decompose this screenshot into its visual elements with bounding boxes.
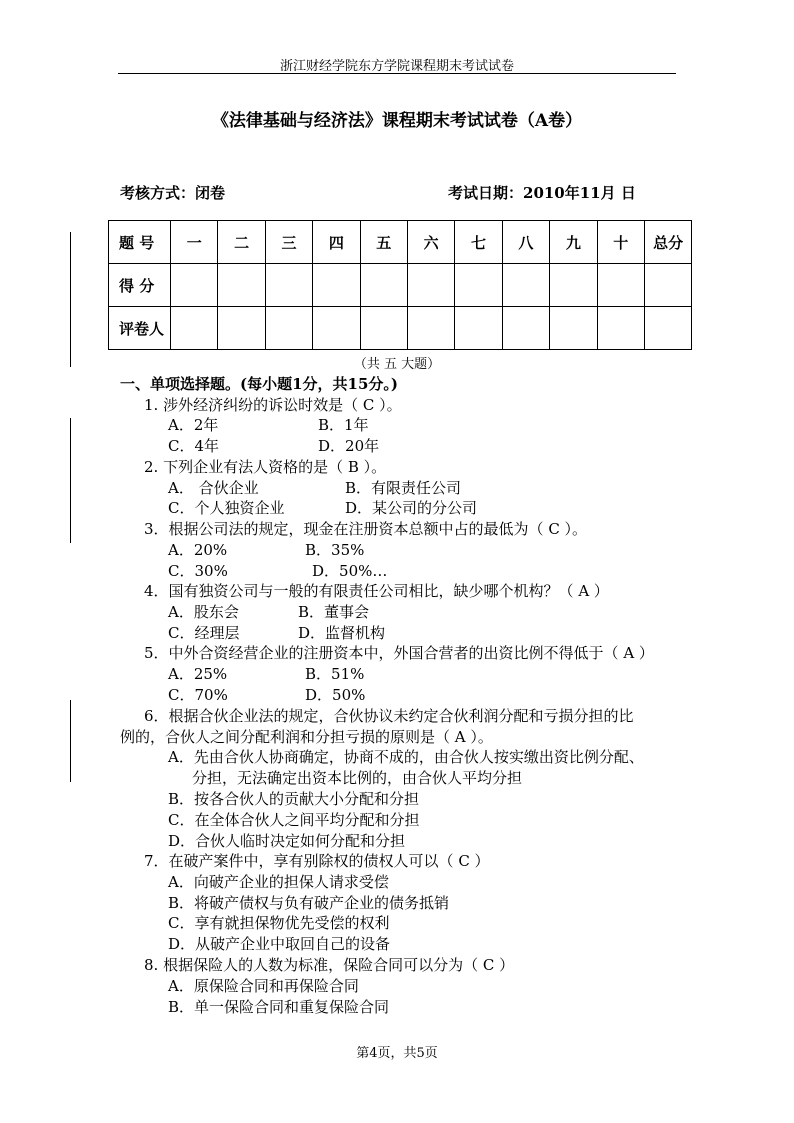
option-4d: D．监督机构	[298, 624, 386, 642]
option-7a: A．向破产企业的担保人请求受偿	[168, 873, 389, 891]
score-cell	[597, 264, 644, 307]
binding-margin-line	[70, 700, 71, 782]
score-cell	[455, 264, 502, 307]
section-heading: 一、单项选择题。(每小题1分，共15分。)	[120, 375, 399, 393]
question-1: 1. 涉外经济纠纷的诉讼时效是（ C ）。	[144, 396, 402, 414]
grader-cell	[265, 307, 312, 350]
question-5: 5．中外合资经营企业的注册资本中，外国合营者的出资比例不得低于（ A ）	[144, 644, 654, 662]
score-cell	[171, 264, 218, 307]
exam-mode: 考核方式：闭卷	[120, 184, 226, 202]
option-6b: B．按各合伙人的贡献大小分配和分担	[168, 790, 420, 808]
score-cell	[265, 264, 312, 307]
binding-margin-line	[70, 418, 71, 543]
question-3: 3．根据公司法的规定，现金在注册资本总额中占的最低为（ C ）。	[144, 520, 588, 538]
option-3b: B．35%	[305, 541, 365, 559]
score-cell	[550, 264, 597, 307]
option-6a-continuation: 分担，无法确定出资本比例的，由合伙人平均分担	[192, 769, 523, 787]
option-2d: D．某公司的分公司	[345, 499, 478, 517]
question-6: 6．根据合伙企业法的规定，合伙协议未约定合伙利润分配和亏损分担的比	[144, 707, 634, 725]
score-table-header-cell: 二	[218, 221, 265, 264]
option-5b: B．51%	[305, 665, 365, 683]
question-8: 8. 根据保险人的人数为标准，保险合同可以分为（ C ）	[144, 956, 515, 974]
option-3d: D．50%…	[312, 562, 388, 580]
option-4c: C．经理层	[168, 624, 240, 642]
score-row-label: 得 分	[109, 264, 171, 307]
option-1b: B．1年	[318, 416, 369, 434]
option-8a: A．原保险合同和再保险合同	[168, 977, 359, 995]
score-table-header-cell: 总分	[644, 221, 691, 264]
score-cell	[313, 264, 360, 307]
grader-cell	[502, 307, 549, 350]
option-1c: C．4年	[168, 437, 220, 455]
page-header-title: 浙江财经学院东方学院课程期末考试试卷	[279, 59, 514, 74]
grader-cell	[550, 307, 597, 350]
grader-row	[109, 307, 692, 350]
total-questions-note: （共 五 大题）	[353, 357, 441, 372]
score-table-header-cell: 题 号	[109, 221, 171, 264]
score-table-header-cell: 十	[597, 221, 644, 264]
question-7: 7．在破产案件中，享有别除权的债权人可以（ C ）	[144, 852, 490, 870]
binding-margin-line	[70, 232, 71, 367]
option-5a: A．25%	[168, 665, 228, 683]
document-title: 《法律基础与经济法》课程期末考试试卷（A卷）	[211, 111, 583, 131]
score-table-header-cell: 九	[550, 221, 597, 264]
option-4b: B．董事会	[298, 603, 370, 621]
score-cell	[407, 264, 454, 307]
option-1d: D．20年	[318, 437, 380, 455]
option-3c: C．30%	[168, 562, 228, 580]
grader-cell	[455, 307, 502, 350]
header-rule	[118, 73, 676, 74]
grader-cell	[171, 307, 218, 350]
score-table-header-cell: 四	[313, 221, 360, 264]
option-1a: A．2年	[168, 416, 219, 434]
option-6d: D．合伙人临时决定如何分配和分担	[168, 832, 406, 850]
grader-cell	[644, 307, 691, 350]
score-table-header-row	[109, 221, 692, 264]
option-5d: D．50%	[305, 686, 366, 704]
score-cell	[360, 264, 407, 307]
option-5c: C．70%	[168, 686, 228, 704]
option-7b: B．将破产债权与负有破产企业的债务抵销	[168, 894, 450, 912]
option-7d: D．从破产企业中取回自己的设备	[168, 935, 391, 953]
score-row	[109, 264, 692, 307]
question-6-continuation: 例的，合伙人之间分配利润和分担亏损的原则是（ A ）。	[120, 728, 493, 746]
question-4: 4．国有独资公司与一般的有限责任公司相比，缺少哪个机构？（ A ）	[144, 582, 609, 600]
score-table-header-cell: 一	[171, 221, 218, 264]
option-7c: C．享有就担保物优先受偿的权利	[168, 914, 390, 932]
score-cell	[502, 264, 549, 307]
option-2b: B．有限责任公司	[345, 479, 462, 497]
score-table-header-cell: 八	[502, 221, 549, 264]
option-6c: C．在全体合伙人之间平均分配和分担	[168, 811, 420, 829]
grader-row-label: 评卷人	[109, 307, 171, 350]
option-3a: A．20%	[168, 541, 228, 559]
question-2: 2. 下列企业有法人资格的是（ B ）。	[144, 458, 387, 476]
grader-cell	[407, 307, 454, 350]
option-6a: A．先由合伙人协商确定，协商不成的，由合伙人按实缴出资比例分配、	[168, 748, 644, 766]
grader-cell	[218, 307, 265, 350]
grader-cell	[597, 307, 644, 350]
option-4a: A．股东会	[168, 603, 239, 621]
grader-cell	[313, 307, 360, 350]
score-table-header-cell: 六	[407, 221, 454, 264]
option-8b: B．单一保险合同和重复保险合同	[168, 998, 390, 1016]
score-cell	[644, 264, 691, 307]
option-2a: A． 合伙企业	[168, 479, 259, 497]
grader-cell	[360, 307, 407, 350]
exam-date: 考试日期：2010年11月 日	[448, 184, 636, 202]
option-2c: C．个人独资企业	[168, 499, 285, 517]
score-table-header-cell: 五	[360, 221, 407, 264]
page-number: 第4页，共5页	[356, 1046, 438, 1061]
score-table-header-cell: 七	[455, 221, 502, 264]
score-cell	[218, 264, 265, 307]
score-table	[108, 220, 692, 350]
score-table-header-cell: 三	[265, 221, 312, 264]
